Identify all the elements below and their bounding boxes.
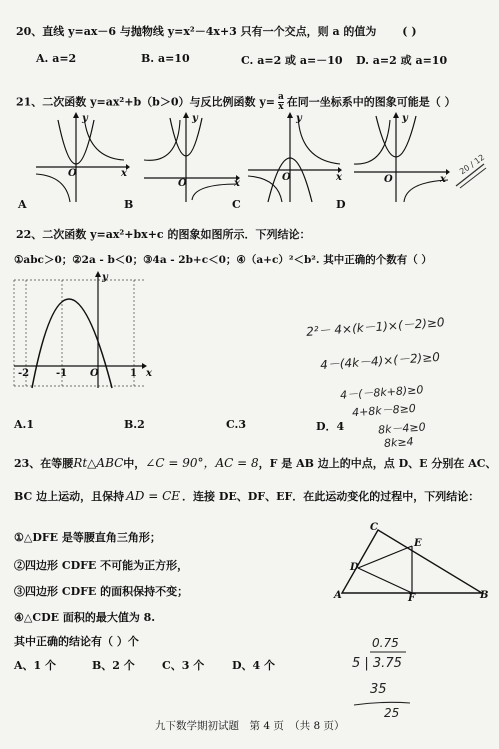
q22-x-label: x <box>146 368 152 379</box>
q21-stem-end: 在同一坐标系中的图象可能是（ ） <box>286 95 456 109</box>
q23-option-c: C、3 个 <box>162 659 205 672</box>
q23-conclusion-1: ①△DFE 是等腰直角三角形； <box>14 531 161 544</box>
q22-hw-line-2: 4－(4k－4)×(－2)≥0 <box>319 349 441 373</box>
q20-option-c: C. a=2 或 a=－10 <box>241 54 343 67</box>
q23-conclusion-4: ④△CDE 面积的最大值为 8. <box>14 611 156 624</box>
q22-option-a: A.1 <box>14 418 35 431</box>
q21-c-x-label: x <box>336 172 342 183</box>
q21-b-origin: O <box>178 178 187 189</box>
q23-stem-1b: Rt△ABC <box>73 456 124 470</box>
q21-a-y-label: y <box>82 113 88 124</box>
q21-graph-c <box>246 112 344 204</box>
q23-stem-1a: 23、在等腰 <box>14 457 74 470</box>
q22-hw-line-6: 8k≥4 <box>383 434 415 451</box>
q22-stem: 22、二次函数 y=ax²+bx+c 的图象如图所示．下列结论： <box>16 228 311 241</box>
q23-stem-1d: ∠C = 90°，AC = 8 <box>145 456 259 470</box>
q23-label-b: B <box>480 590 489 601</box>
q23-hw-underline <box>352 700 412 710</box>
q23-option-b: B、2 个 <box>92 659 135 672</box>
q20-answer-paren: ( ) <box>402 25 417 38</box>
q21-d-x-label: x <box>440 174 446 185</box>
q20-option-b: B. a=10 <box>141 52 190 65</box>
q22-conditions: ①abc＞0；②2a - b＜0；③4a - 2b+c＜0；④（a+c）²＜b². 其中正确的个数有（ ） <box>14 254 432 266</box>
q21-label-c: C <box>232 198 241 211</box>
q21-fraction <box>278 93 284 112</box>
q21-frac-denominator: x <box>278 102 284 112</box>
q23-option-a: A、1 个 <box>14 659 57 672</box>
q21-stem <box>16 93 456 112</box>
q23-hw-line-3: 35 <box>370 682 387 697</box>
q23-stem-1e: ，F 是 AB 边上的中点，点 D、E 分别在 AC、 <box>258 457 497 470</box>
q23-option-d: D、4 个 <box>232 659 276 672</box>
q21-a-origin: O <box>68 168 77 179</box>
q23-label-a: A <box>334 590 342 601</box>
q23-ask: 其中正确的结论有（ ）个 <box>14 635 139 648</box>
q22-hw-line-1: 2²－ 4×(k－1)×(－2)≥0 <box>305 315 445 339</box>
q23-hw-line-4: 25 <box>384 706 400 720</box>
q21-frac-numerator: a <box>277 92 284 102</box>
q22-tick-origin: O <box>90 368 99 379</box>
q23-hw-line-2: 5 | 3.75 <box>352 656 402 671</box>
q21-handwriting: 20 / 12 <box>457 152 487 177</box>
q21-label-b: B <box>124 198 134 211</box>
q23-stem-2c: ．连接 DE、DF、EF．在此运动变化的过程中，下列结论： <box>182 490 480 503</box>
q20-stem-text: 20、直线 y=ax－6 与抛物线 y=x²－4x+3 只有一个交点，则 a 的值为 <box>16 25 377 38</box>
q21-stem-text: 21、二次函数 y=ax²+b（b＞0）与反比例函数 y= <box>16 95 275 109</box>
q23-conclusion-3: ③四边形 CDFE 的面积保持不变； <box>14 585 189 598</box>
q22-hw-line-4: 4+8k－8≥0 <box>351 401 417 420</box>
q21-b-x-label: x <box>234 178 240 189</box>
q23-label-c: C <box>370 522 378 533</box>
q21-d-y-label: y <box>402 113 408 124</box>
q22-option-c: C.3 <box>226 418 247 431</box>
q23-label-d: D <box>350 562 359 573</box>
q23-label-f: F <box>408 593 416 604</box>
q23-hw-line-1: 0.75 <box>372 636 399 650</box>
q21-b-y-label: y <box>192 113 198 124</box>
q23-stem-line1 <box>14 454 497 471</box>
q21-a-x-label: x <box>121 168 127 179</box>
q21-graph-a <box>34 112 130 204</box>
q22-option-d: D．4 <box>316 420 345 433</box>
q23-stem-2a: BC 边上运动，且保持 <box>14 490 125 503</box>
q23-conclusion-2: ②四边形 CDFE 不可能为正方形， <box>14 559 189 572</box>
q23-stem-2b: AD = CE <box>126 489 181 503</box>
q23-stem-line2 <box>14 488 479 504</box>
q21-d-origin: O <box>384 174 393 185</box>
page-footer: 九下数学期初试题 第 4 页 （共 8 页） <box>155 720 345 732</box>
q22-hw-line-5: 8k－4≥0 <box>377 420 427 437</box>
q22-y-label: y <box>102 272 108 283</box>
q22-tick-neg2: -2 <box>18 368 30 379</box>
q22-tick-neg1: -1 <box>56 368 68 379</box>
q22-tick-1: 1 <box>130 368 137 379</box>
q23-stem-1c: 中， <box>123 457 146 470</box>
q21-label-a: A <box>18 198 27 211</box>
q23-label-e: E <box>414 538 422 549</box>
q21-graph-b <box>142 112 242 204</box>
q20-stem <box>16 23 417 39</box>
q23-triangle-figure <box>332 520 492 602</box>
q21-graph-d <box>352 112 452 204</box>
q22-hw-line-3: 4－(－8k+8)≥0 <box>339 383 424 402</box>
q22-option-b: B.2 <box>124 418 145 431</box>
q20-option-a: A. a=2 <box>36 52 77 65</box>
q20-option-d: D. a=2 或 a=10 <box>356 54 448 67</box>
q21-c-origin: O <box>282 172 291 183</box>
q21-c-y-label: y <box>296 113 302 124</box>
q21-label-d: D <box>336 198 346 211</box>
